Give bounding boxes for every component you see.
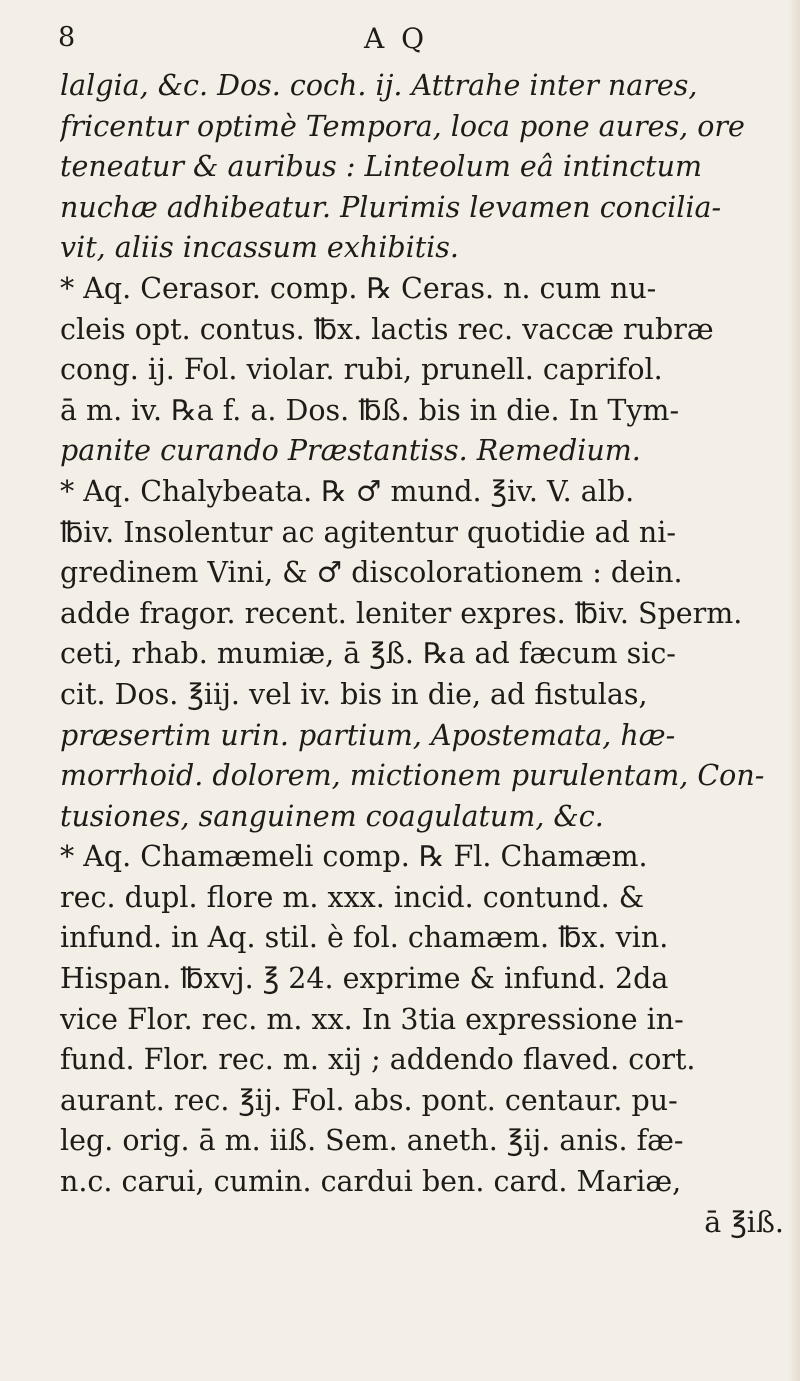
- text-line: * Aq. Chalybeata. ℞ ♂ mund. ℥iv. V. alb.: [60, 474, 635, 508]
- text-line: gredinem Vini, & ♂ discolorationem : dein.: [60, 556, 683, 590]
- text-line: morrhoid. dolorem, mictionem purulentam, Con-: [60, 759, 765, 793]
- text-line: fricentur optimè Tempora, loca pone aures, ore: [60, 109, 745, 143]
- running-head: A Q: [364, 22, 429, 55]
- text-line: infund. in Aq. stil. è fol. chamæm. ℔x. vin.: [60, 921, 669, 955]
- text-line: panite curando Præstantiss. Remedium.: [60, 434, 641, 468]
- text-line: ā m. iv. ℞a f. a. Dos. ℔ß. bis in die. In Tym-: [60, 393, 680, 427]
- text-line: Hispan. ℔xvj. ℥ 24. exprime & infund. 2da: [60, 962, 669, 996]
- text-line: cit. Dos. ℥iij. vel iv. bis in die, ad fistulas,: [60, 677, 648, 711]
- text-line: leg. orig. ā m. iiß. Sem. aneth. ℥ij. anis. fæ-: [60, 1124, 684, 1158]
- text-line: tusiones, sanguinem coagulatum, &c.: [60, 799, 604, 833]
- text-line: vit, aliis incassum exhibitis.: [60, 231, 459, 265]
- text-line: * Aq. Cerasor. comp. ℞ Ceras. n. cum nu-: [60, 271, 657, 305]
- text-body: [60, 66, 788, 1243]
- text-line: teneatur & auribus : Linteolum eâ intinctum: [60, 150, 703, 184]
- text-line: rec. dupl. flore m. xxx. incid. contund. &: [60, 880, 645, 914]
- text-line: ℔iv. Insolentur ac agitentur quotidie ad ni-: [60, 515, 677, 549]
- page-edge-shadow: [788, 0, 800, 1381]
- text-line: fund. Flor. rec. m. xij ; addendo flaved. cort.: [60, 1043, 696, 1077]
- text-line: n.c. carui, cumin. cardui ben. card. Mariæ,: [60, 1165, 682, 1199]
- text-line: cong. ij. Fol. violar. rubi, prunell. caprifol.: [60, 353, 663, 387]
- text-line: ceti, rhab. mumiæ, ā ℥ß. ℞a ad fæcum sic-: [60, 637, 676, 671]
- text-line: vice Flor. rec. m. xx. In 3tia expressione in-: [60, 1002, 684, 1036]
- page-number: 8: [58, 22, 76, 53]
- text-line: ā ℥iß.: [704, 1205, 784, 1239]
- text-line: cleis opt. contus. ℔x. lactis rec. vaccæ rubræ: [60, 312, 714, 346]
- text-line: nuchæ adhibeatur. Plurimis levamen concilia-: [60, 190, 722, 224]
- text-line: præsertim urin. partium, Apostemata, hæ-: [60, 718, 676, 752]
- text-line: adde fragor. recent. leniter expres. ℔iv. Sperm.: [60, 596, 743, 630]
- text-line: aurant. rec. ℥ij. Fol. abs. pont. centaur. pu-: [60, 1083, 678, 1117]
- text-line: * Aq. Chamæmeli comp. ℞ Fl. Chamæm.: [60, 840, 648, 874]
- page-header: [58, 22, 772, 62]
- text-line: lalgia, &c. Dos. coch. ij. Attrahe inter nares,: [60, 69, 698, 102]
